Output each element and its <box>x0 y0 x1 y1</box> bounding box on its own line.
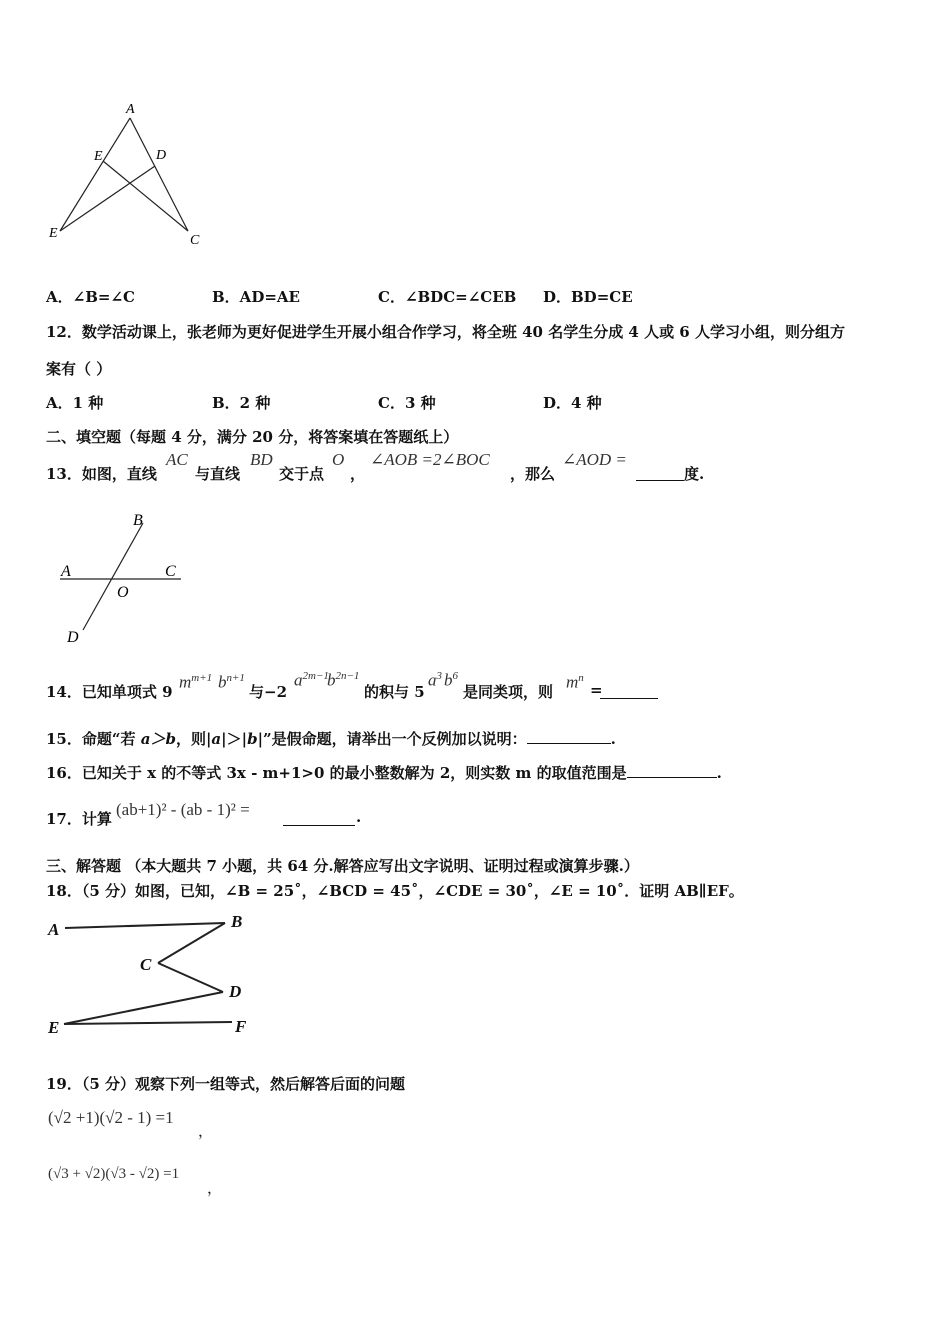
q13-text-6: 度. <box>684 465 705 483</box>
label-b: B <box>133 512 143 529</box>
q19-equation-1-comma: ， <box>198 1122 214 1140</box>
segment-ef <box>64 1022 232 1024</box>
section-3-heading: 三、解答题 （本大题共 7 小题，共 64 分.解答应写出文字说明、证明过程或演算步骤.） <box>46 857 639 875</box>
q13-text-2: 与直线 <box>195 465 241 483</box>
q14-term-b3: $b^6$ <box>444 670 458 690</box>
q17-expression: (ab+1)² - (ab - 1)² = <box>116 800 250 819</box>
segment-de <box>64 992 223 1024</box>
label-e: E <box>48 1018 60 1037</box>
q14-term-m: $m^{m+1}$ <box>179 672 213 692</box>
q14-text-1: 14．已知单项式 9 <box>46 683 173 701</box>
q15-answer-blank[interactable] <box>527 729 611 744</box>
q12-option-b[interactable]: B．2 种 <box>212 394 271 412</box>
q12-stem-line1: 12．数学活动课上，张老师为更好促进学生开展小组合作学习，将全班 40 名学生分成 4 人或 6 人学习小组，则分组方 <box>46 323 845 341</box>
segment-ce <box>103 161 188 231</box>
q17-text: 17．计算 <box>46 810 112 828</box>
q11-option-a[interactable]: A．∠B=∠C <box>46 288 135 306</box>
q18-question: 18．（5 分）如图，已知，∠B = 25˚，∠BCD = 45˚，∠CDE = 30˚，∠E = 10˚．证明 AB∥EF。 <box>46 882 744 900</box>
q14-term-mn: $m^n$ <box>566 672 584 692</box>
q19-question: 19．（5 分）观察下列一组等式，然后解答后面的问题 <box>46 1075 406 1093</box>
label-a: A <box>48 920 60 939</box>
label-b: E <box>49 226 58 241</box>
label-c: C <box>140 955 152 974</box>
segment-bd <box>60 166 155 231</box>
q17-answer-blank[interactable] <box>283 811 355 826</box>
q12-option-d[interactable]: D．4 种 <box>543 394 602 412</box>
label-d: D <box>67 629 79 646</box>
q14-term-a3: $a^3$ <box>428 670 442 690</box>
q14-text-2: 与−2 <box>249 683 288 701</box>
label-e: E <box>94 149 103 164</box>
segment-ab <box>65 923 225 928</box>
label-c: C <box>165 563 176 580</box>
q11-option-c[interactable]: C．∠BDC=∠CEB <box>378 288 517 306</box>
q14-term-b1: $b^{n+1}$ <box>218 672 245 692</box>
side-ac <box>130 118 188 231</box>
q19-equation-1: (√2 +1)(√2 - 1) =1 <box>48 1108 174 1127</box>
q14-text-4: 是同类项，则 <box>463 683 554 701</box>
q13-condition: ∠AOB =2∠BOC <box>370 450 490 469</box>
intersecting-lines-figure-q13 <box>55 505 195 650</box>
q13-line-ac: AC <box>166 450 188 469</box>
q14-text-5: = <box>590 681 603 699</box>
q16-question: 16．已知关于 x 的不等式 3x - m+1>0 的最小整数解为 2，则实数 m 的取值范围是 . <box>46 764 722 782</box>
q13-text-4: ， <box>350 465 366 483</box>
q12-option-c[interactable]: C．3 种 <box>378 394 436 412</box>
q15-question: 15．命题“若 a＞b，则|a|＞|b|”是假命题，请举出一个反例加以说明： . <box>46 730 616 748</box>
label-b: B <box>231 912 243 931</box>
q14-answer-blank[interactable] <box>600 684 658 699</box>
q14-term-b2: $b^{2n-1}$ <box>327 670 360 690</box>
q13-answer-blank[interactable] <box>636 466 684 481</box>
label-c: C <box>190 233 200 248</box>
label-d: D <box>156 148 167 163</box>
q16-answer-blank[interactable] <box>627 763 717 778</box>
q17-end: . <box>356 808 362 826</box>
label-a: A <box>61 563 71 580</box>
q19-equation-2: (√3 + √2)(√3 - √2) =1 <box>48 1166 180 1182</box>
zigzag-figure-q18 <box>40 905 270 1045</box>
section-2-heading: 二、填空题（每题 4 分，满分 20 分，将答案填在答题纸上） <box>46 428 459 446</box>
q14-text-3: 的积与 5 <box>364 683 425 701</box>
q19-equation-2-comma: ， <box>207 1179 223 1197</box>
label-o: O <box>117 584 129 601</box>
q13-point-o: O <box>332 450 345 469</box>
triangle-figure-q11 <box>40 98 220 250</box>
label-d: D <box>229 982 242 1001</box>
line-bd <box>83 523 143 630</box>
q13-ask: ∠AOD = <box>562 450 627 469</box>
q13-line-bd: BD <box>250 450 273 469</box>
q13-text-1: 13．如图，直线 <box>46 465 157 483</box>
q12-stem-line2: 案有（ ） <box>46 360 112 378</box>
q13-text-5: ，那么 <box>510 465 556 483</box>
q11-option-d[interactable]: D．BD=CE <box>543 288 633 306</box>
label-f: F <box>235 1017 247 1036</box>
segment-bc <box>158 923 225 963</box>
q13-text-3: 交于点 <box>279 465 325 483</box>
q12-option-a[interactable]: A．1 种 <box>46 394 104 412</box>
label-a: A <box>126 102 135 117</box>
segment-cd <box>158 963 223 992</box>
q14-term-a2: $a^{2m-1}$ <box>294 670 329 690</box>
q11-option-b[interactable]: B．AD=AE <box>212 288 300 306</box>
